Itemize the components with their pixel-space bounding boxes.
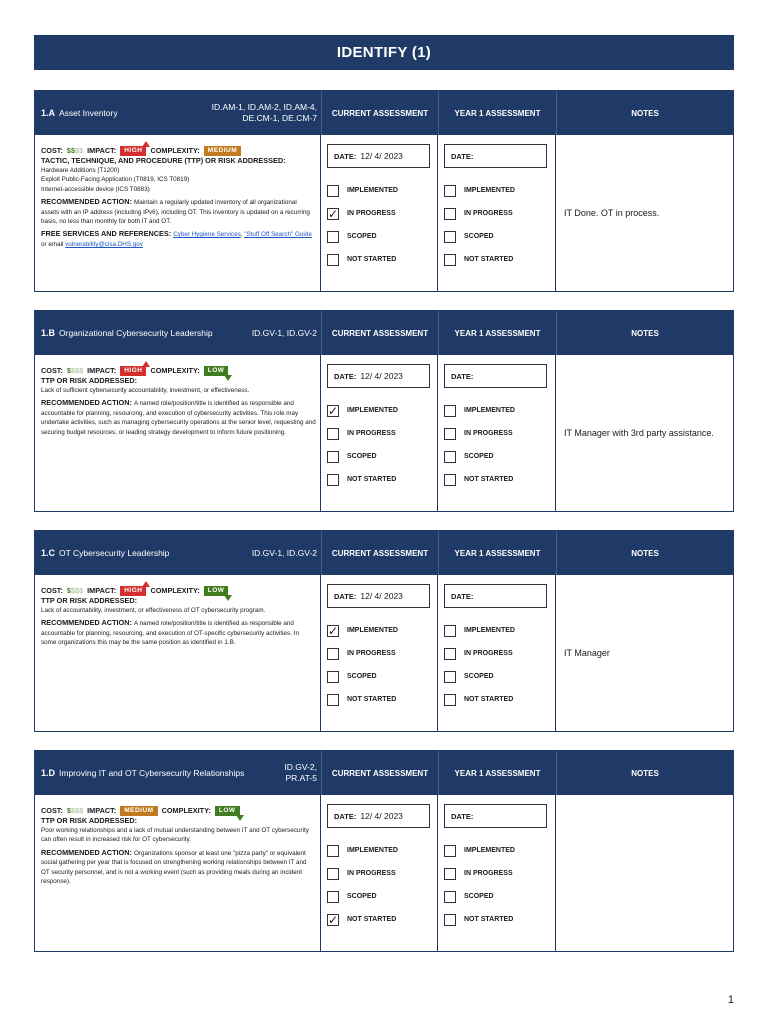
- section-id: 1.B: [41, 328, 56, 338]
- year1-date-field[interactable]: [444, 804, 547, 828]
- current-date-field[interactable]: [327, 144, 430, 168]
- section-description: [35, 135, 321, 291]
- scoped-checkbox[interactable]: [327, 671, 339, 683]
- dollar-sign: $: [66, 366, 71, 375]
- date-label: DATE:: [451, 151, 474, 161]
- implemented-checkbox[interactable]: [444, 185, 456, 197]
- current-assessment: [321, 795, 438, 951]
- impact-label: IMPACT:: [87, 586, 117, 595]
- impact-badge: HIGH: [120, 146, 146, 156]
- email-link[interactable]: vulnerability@cisa.DHS.gov: [65, 240, 143, 248]
- implemented-label: IMPLEMENTED: [347, 187, 398, 194]
- current-implemented-row: [327, 184, 437, 197]
- in-progress-checkbox[interactable]: [327, 428, 339, 440]
- ttp-item: Exploit Public-Facing Application (T0819, ICS T0819): [41, 176, 190, 184]
- scoped-label: SCOPED: [347, 673, 377, 680]
- current-scoped-row: [327, 890, 437, 903]
- date-label: DATE:: [334, 811, 357, 821]
- complexity-arrow-icon: [236, 815, 244, 821]
- complexity-label: COMPLEXITY:: [150, 146, 200, 155]
- section-header: [35, 91, 733, 135]
- date-label: DATE:: [334, 591, 357, 601]
- notes-cell[interactable]: [556, 795, 733, 951]
- dollar-sign: $: [75, 146, 80, 155]
- metrics-row: [41, 805, 316, 816]
- in-progress-label: IN PROGRESS: [464, 210, 513, 217]
- current-date-field[interactable]: [327, 584, 430, 608]
- implemented-checkbox[interactable]: [444, 845, 456, 857]
- scoped-checkbox[interactable]: [444, 891, 456, 903]
- section-refs: ID.GV-1, ID.GV-2: [251, 547, 317, 558]
- year1-scoped-row: [444, 890, 555, 903]
- year1-implemented-row: [444, 404, 555, 417]
- year1-implemented-row: [444, 844, 555, 857]
- current-date-field[interactable]: [327, 364, 430, 388]
- date-label: DATE:: [451, 811, 474, 821]
- year1-in-progress-row: [444, 647, 555, 660]
- recommended-action: [41, 197, 316, 226]
- in-progress-checkbox[interactable]: [444, 208, 456, 220]
- scoped-checkbox[interactable]: [327, 451, 339, 463]
- in-progress-label: IN PROGRESS: [464, 650, 513, 657]
- in-progress-label: IN PROGRESS: [347, 430, 396, 437]
- section-1b: [34, 310, 734, 512]
- current-date-field[interactable]: [327, 804, 430, 828]
- link-separator: ,: [240, 231, 245, 239]
- notes-cell[interactable]: IT Done. OT in process.: [564, 208, 660, 218]
- implemented-checkbox[interactable]: ✓: [328, 403, 339, 418]
- current-assessment-header: CURRENT ASSESSMENT: [321, 311, 438, 355]
- current-not-started-row: [327, 913, 437, 926]
- dollar-sign: $: [66, 146, 71, 155]
- current-implemented-row: [327, 844, 437, 857]
- section-name: Improving IT and OT Cybersecurity Relationships: [59, 768, 245, 778]
- not-started-checkbox[interactable]: [444, 474, 456, 486]
- year1-date-field[interactable]: [444, 144, 547, 168]
- ttp-label: TTP OR RISK ADDRESSED:: [41, 376, 138, 385]
- in-progress-checkbox[interactable]: [444, 428, 456, 440]
- scoped-checkbox[interactable]: [444, 671, 456, 683]
- impact-badge: HIGH: [120, 586, 146, 596]
- section-refs: ID.AM-1, ID.AM-2, ID.AM-4, DE.CM-1, DE.CM-7: [211, 102, 317, 123]
- recommended-action-text: Organizations sponsor at least one "pizza party" or equivalent social gathering per year that is focused on strengthening working relationships between IT and OT security personnel, and is not a working event (such as providing meals during an incident response).: [41, 849, 307, 886]
- current-assessment: [321, 135, 438, 291]
- date-value: 12/ 4/ 2023: [360, 151, 403, 161]
- scoped-label: SCOPED: [347, 453, 377, 460]
- notes-header: NOTES: [556, 751, 733, 795]
- not-started-checkbox[interactable]: [327, 474, 339, 486]
- year1-assessment-header: YEAR 1 ASSESSMENT: [438, 311, 556, 355]
- notes-header: NOTES: [556, 531, 733, 575]
- date-label: DATE:: [334, 151, 357, 161]
- in-progress-checkbox[interactable]: ✓: [328, 206, 339, 221]
- in-progress-label: IN PROGRESS: [347, 210, 396, 217]
- section-refs: ID.GV-2, PR.AT-5: [284, 762, 317, 783]
- complexity-badge: MEDIUM: [204, 146, 241, 156]
- in-progress-checkbox[interactable]: [444, 868, 456, 880]
- year1-in-progress-row: [444, 427, 555, 440]
- cost-rating: [67, 365, 83, 376]
- in-progress-label: IN PROGRESS: [347, 650, 396, 657]
- dollar-sign: $: [79, 806, 84, 815]
- year1-assessment: [438, 575, 556, 731]
- recommended-action-label: RECOMMENDED ACTION:: [41, 398, 134, 408]
- complexity-label: COMPLEXITY:: [150, 586, 200, 595]
- implemented-checkbox[interactable]: [444, 405, 456, 417]
- stuff-off-search-link[interactable]: "Stuff Off Search" Guide: [244, 231, 312, 239]
- cost-rating: [67, 145, 83, 156]
- implemented-label: IMPLEMENTED: [464, 407, 515, 414]
- recommended-action-text: Maintain a regularly updated inventory of all organizational assets with an IP address (including IPv6), including OT. This inventory is updated on a recurring basis, no less than monthly for both IT and OT.: [41, 199, 310, 226]
- implemented-checkbox[interactable]: [327, 845, 339, 857]
- year1-assessment-header: YEAR 1 ASSESSMENT: [438, 531, 556, 575]
- not-started-label: NOT STARTED: [347, 476, 397, 483]
- scoped-checkbox[interactable]: [327, 231, 339, 243]
- complexity-badge: LOW: [204, 366, 229, 376]
- section-body: [35, 355, 733, 511]
- notes-header: NOTES: [556, 311, 733, 355]
- dollar-sign: $: [66, 586, 71, 595]
- dollar-sign: $: [75, 366, 80, 375]
- current-implemented-row: [327, 404, 437, 417]
- ttp-item: Lack of accountability, investment, or effectiveness of OT cybersecurity program.: [41, 607, 266, 614]
- dollar-sign: $: [79, 146, 84, 155]
- not-started-checkbox[interactable]: [444, 914, 456, 926]
- notes-cell[interactable]: IT Manager: [564, 648, 610, 658]
- dollar-sign: $: [75, 806, 80, 815]
- in-progress-label: IN PROGRESS: [464, 430, 513, 437]
- impact-label: IMPACT:: [87, 806, 117, 815]
- section-refs: ID.GV-1, ID.GV-2: [251, 327, 317, 338]
- date-label: DATE:: [451, 371, 474, 381]
- complexity-arrow-icon: [224, 595, 232, 601]
- section-body: [35, 135, 733, 291]
- notes-cell[interactable]: IT Manager with 3rd party assistance.: [564, 428, 714, 438]
- section-header: [35, 751, 733, 795]
- ttp-item: Lack of sufficient cybersecurity accountability, investment, or effectiveness.: [41, 387, 250, 394]
- section-id: 1.A: [41, 108, 56, 118]
- impact-arrow-icon: [142, 141, 150, 147]
- dollar-sign: $: [79, 586, 84, 595]
- section-title-cell: [35, 311, 321, 355]
- complexity-badge: LOW: [215, 806, 240, 816]
- section-1c: [34, 530, 734, 732]
- current-scoped-row: [327, 670, 437, 683]
- not-started-checkbox[interactable]: [327, 254, 339, 266]
- scoped-checkbox[interactable]: [327, 891, 339, 903]
- scoped-label: SCOPED: [464, 453, 494, 460]
- year1-assessment: [438, 795, 556, 951]
- year1-not-started-row: [444, 253, 555, 266]
- scoped-label: SCOPED: [464, 673, 494, 680]
- implemented-label: IMPLEMENTED: [464, 627, 515, 634]
- current-assessment-header: CURRENT ASSESSMENT: [321, 531, 438, 575]
- date-value: 12/ 4/ 2023: [360, 371, 403, 381]
- current-in-progress-row: [327, 647, 437, 660]
- section-body: [35, 575, 733, 731]
- not-started-label: NOT STARTED: [347, 696, 397, 703]
- scoped-checkbox[interactable]: [444, 231, 456, 243]
- complexity-arrow-icon: [224, 375, 232, 381]
- complexity-label: COMPLEXITY:: [161, 806, 211, 815]
- section-name: Asset Inventory: [59, 108, 118, 118]
- current-assessment-header: CURRENT ASSESSMENT: [321, 751, 438, 795]
- in-progress-label: IN PROGRESS: [347, 870, 396, 877]
- current-in-progress-row: [327, 207, 437, 220]
- current-in-progress-row: [327, 427, 437, 440]
- not-started-checkbox[interactable]: [444, 254, 456, 266]
- year1-in-progress-row: [444, 867, 555, 880]
- current-assessment: [321, 575, 438, 731]
- metrics-row: [41, 365, 316, 376]
- section-title: [41, 548, 169, 558]
- year1-assessment: [438, 135, 556, 291]
- dollar-sign: $: [70, 586, 76, 595]
- section-1a: [34, 90, 734, 292]
- in-progress-label: IN PROGRESS: [464, 870, 513, 877]
- date-label: DATE:: [451, 591, 474, 601]
- free-services-label: FREE SERVICES AND REFERENCES:: [41, 229, 174, 239]
- dollar-sign: $: [70, 146, 76, 155]
- not-started-checkbox[interactable]: [444, 694, 456, 706]
- year1-assessment-header: YEAR 1 ASSESSMENT: [438, 91, 556, 135]
- ttp-item: Poor working relationships and a lack of mutual understanding between IT and OT cybersecurity can often result in increased risk for OT cybersecurity.: [41, 827, 309, 844]
- dollar-sign: $: [79, 366, 84, 375]
- current-in-progress-row: [327, 867, 437, 880]
- impact-arrow-icon: [142, 581, 150, 587]
- current-assessment: [321, 355, 438, 511]
- cost-label: COST:: [41, 806, 63, 815]
- metrics-row: [41, 145, 316, 156]
- cost-label: COST:: [41, 366, 63, 375]
- recommended-action: [41, 398, 316, 437]
- recommended-action: [41, 848, 316, 887]
- dollar-sign: $: [70, 806, 76, 815]
- section-body: [35, 795, 733, 951]
- section-id: 1.D: [41, 768, 56, 778]
- recommended-action-label: RECOMMENDED ACTION:: [41, 847, 134, 857]
- year1-assessment: [438, 355, 556, 511]
- recommended-action-text: A named role/position/title is identified as responsible and accountable for planning, resourcing, and execution of cybersecurity activities. This role may undertake activities, such as managing cybersecurity operations at the senior level, requesting and securing budget resources, or leading strategy development to inform future positioning.: [41, 400, 316, 436]
- not-started-label: NOT STARTED: [464, 256, 514, 263]
- date-value: 12/ 4/ 2023: [360, 591, 403, 601]
- scoped-checkbox[interactable]: [444, 451, 456, 463]
- year1-not-started-row: [444, 693, 555, 706]
- notes-header: NOTES: [556, 91, 733, 135]
- implemented-checkbox[interactable]: [444, 625, 456, 637]
- implemented-label: IMPLEMENTED: [347, 627, 398, 634]
- section-title: [41, 768, 244, 778]
- impact-badge: MEDIUM: [120, 806, 157, 816]
- section-1d: [34, 750, 734, 952]
- year1-not-started-row: [444, 913, 555, 926]
- current-scoped-row: [327, 450, 437, 463]
- ttp-item: Hardware Additions (T1200): [41, 167, 120, 174]
- current-scoped-row: [327, 230, 437, 243]
- section-title: [41, 328, 213, 338]
- dollar-sign: $: [75, 586, 80, 595]
- free-services: [41, 229, 316, 249]
- implemented-checkbox[interactable]: [327, 185, 339, 197]
- not-started-label: NOT STARTED: [464, 696, 514, 703]
- year1-scoped-row: [444, 230, 555, 243]
- complexity-label: COMPLEXITY:: [150, 366, 200, 375]
- date-value: 12/ 4/ 2023: [360, 811, 403, 821]
- year1-not-started-row: [444, 473, 555, 486]
- not-started-label: NOT STARTED: [464, 476, 514, 483]
- dollar-sign: $: [70, 366, 76, 375]
- page-title: IDENTIFY (1): [34, 35, 734, 70]
- current-assessment-header: CURRENT ASSESSMENT: [321, 91, 438, 135]
- section-title-cell: [35, 91, 321, 135]
- current-not-started-row: [327, 253, 437, 266]
- implemented-label: IMPLEMENTED: [464, 847, 515, 854]
- not-started-checkbox[interactable]: ✓: [328, 912, 339, 927]
- ttp-label: TTP OR RISK ADDRESSED:: [41, 816, 138, 825]
- email-text: or email: [41, 240, 66, 248]
- not-started-label: NOT STARTED: [464, 916, 514, 923]
- scoped-label: SCOPED: [464, 893, 494, 900]
- current-not-started-row: [327, 473, 437, 486]
- recommended-action-text: A named role/position/title is identified as responsible and accountable for planning, resourcing, and execution of OT-specific cybersecurity activities. In some organizations this may be the same position as identified in 1.B.: [41, 620, 299, 647]
- implemented-label: IMPLEMENTED: [464, 187, 515, 194]
- recommended-action-label: RECOMMENDED ACTION:: [41, 197, 134, 207]
- implemented-label: IMPLEMENTED: [347, 407, 398, 414]
- year1-scoped-row: [444, 450, 555, 463]
- section-title-cell: [35, 751, 321, 795]
- not-started-checkbox[interactable]: [327, 694, 339, 706]
- ttp-label: TTP OR RISK ADDRESSED:: [41, 596, 138, 605]
- recommended-action: [41, 618, 316, 647]
- in-progress-checkbox[interactable]: [327, 648, 339, 660]
- cost-label: COST:: [41, 586, 63, 595]
- cyber-hygiene-link[interactable]: Cyber Hygiene Services: [173, 231, 241, 239]
- year1-date-field[interactable]: [444, 364, 547, 388]
- year1-implemented-row: [444, 624, 555, 637]
- year1-date-field[interactable]: [444, 584, 547, 608]
- section-description: [35, 355, 321, 511]
- in-progress-checkbox[interactable]: [327, 868, 339, 880]
- year1-implemented-row: [444, 184, 555, 197]
- year1-scoped-row: [444, 670, 555, 683]
- scoped-label: SCOPED: [347, 893, 377, 900]
- not-started-label: NOT STARTED: [347, 256, 397, 263]
- section-name: OT Cybersecurity Leadership: [59, 548, 170, 558]
- year1-in-progress-row: [444, 207, 555, 220]
- section-description: [35, 575, 321, 731]
- impact-badge: HIGH: [120, 366, 146, 376]
- date-label: DATE:: [334, 371, 357, 381]
- section-title-cell: [35, 531, 321, 575]
- metrics-row: [41, 585, 316, 596]
- page-number: 1: [727, 994, 734, 1006]
- section-header: [35, 311, 733, 355]
- scoped-label: SCOPED: [347, 233, 377, 240]
- recommended-action-label: RECOMMENDED ACTION:: [41, 618, 134, 628]
- cost-label: COST:: [41, 146, 63, 155]
- section-id: 1.C: [41, 548, 56, 558]
- impact-arrow-icon: [142, 361, 150, 367]
- current-not-started-row: [327, 693, 437, 706]
- section-name: Organizational Cybersecurity Leadership: [59, 328, 213, 338]
- section-title: [41, 108, 118, 118]
- implemented-label: IMPLEMENTED: [347, 847, 398, 854]
- current-implemented-row: [327, 624, 437, 637]
- impact-label: IMPACT:: [87, 146, 117, 155]
- impact-label: IMPACT:: [87, 366, 117, 375]
- cost-rating: [67, 805, 83, 816]
- implemented-checkbox[interactable]: ✓: [328, 623, 339, 638]
- section-description: [35, 795, 321, 951]
- cost-rating: [67, 585, 83, 596]
- scoped-label: SCOPED: [464, 233, 494, 240]
- not-started-label: NOT STARTED: [347, 916, 397, 923]
- section-header: [35, 531, 733, 575]
- in-progress-checkbox[interactable]: [444, 648, 456, 660]
- dollar-sign: $: [66, 806, 71, 815]
- complexity-badge: LOW: [204, 586, 229, 596]
- ttp-label: TACTIC, TECHNIQUE, AND PROCEDURE (TTP) OR RISK ADDRESSED:: [41, 156, 286, 165]
- ttp-item: Internet-accessible device (ICS T0883): [41, 185, 150, 193]
- year1-assessment-header: YEAR 1 ASSESSMENT: [438, 751, 556, 795]
